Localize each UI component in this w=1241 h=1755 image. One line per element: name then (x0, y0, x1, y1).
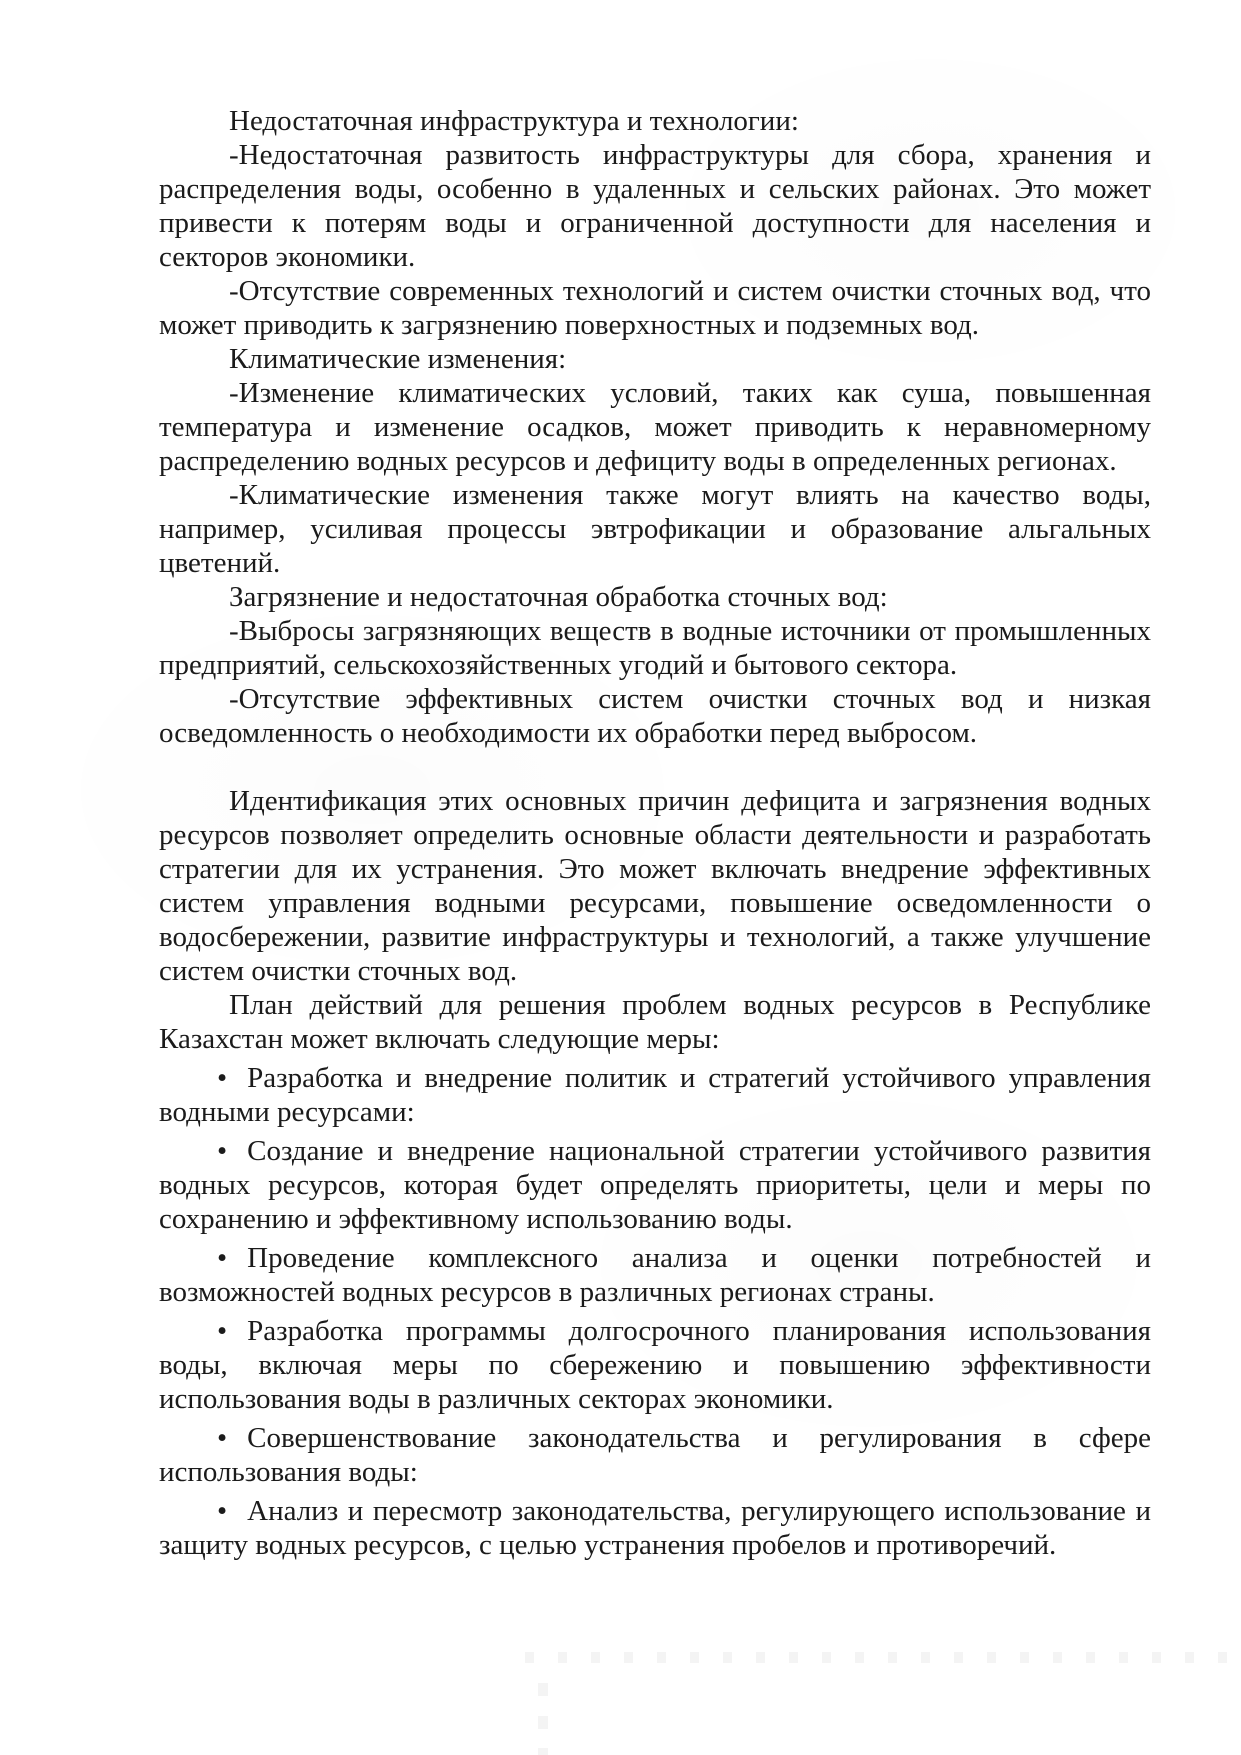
paragraph: -Климатические изменения также могут влиять на качество воды, например, усиливая процессы эвтрофикации и образование альгальных цветений. (159, 479, 1151, 579)
paragraph: Климатические изменения: (229, 343, 567, 375)
bullet-item-text: Совершенствование законодательства и регулирования в сфере использования воды: (159, 1422, 1151, 1488)
bullet-item (159, 1134, 1151, 1236)
paragraph: Загрязнение и недостаточная обработка сточных вод: (229, 581, 888, 613)
bullet-item (159, 1494, 1151, 1562)
bullet-item (159, 1314, 1151, 1416)
paragraph: Недостаточная инфраструктура и технологии: (229, 105, 799, 137)
bullet-item-text: Разработка программы долгосрочного планирования использования воды, включая меры по сбережению и повышению эффективности использования воды в различных секторах экономики. (159, 1315, 1151, 1415)
paragraph: План действий для решения проблем водных ресурсов в Республике Казахстан может включать следующие меры: (159, 989, 1151, 1055)
document-body (159, 104, 1151, 1562)
bullet-icon: • (217, 1422, 228, 1454)
scan-artifact-dot (538, 1683, 548, 1696)
blank-line (159, 750, 1151, 784)
bullet-item (159, 1061, 1151, 1129)
bullet-item (159, 1421, 1151, 1489)
scan-artifact-dot (538, 1716, 548, 1729)
paragraph: -Изменение климатических условий, таких как суша, повышенная температура и изменение осадков, может приводить к неравномерному распределению водных ресурсов и дефициту воды в определенных регионах. (159, 377, 1151, 477)
paragraph: -Выбросы загрязняющих веществ в водные источники от промышленных предприятий, сельскохозяйственных угодий и бытового сектора. (159, 615, 1151, 681)
bullet-item-text: Создание и внедрение национальной стратегии устойчивого развития водных ресурсов, которая будет определять приоритеты, цели и меры по сохранению и эффективному использованию воды. (159, 1135, 1151, 1235)
paragraph: -Отсутствие современных технологий и систем очистки сточных вод, что может приводить к загрязнению поверхностных и подземных вод. (159, 275, 1151, 341)
bullet-icon: • (217, 1135, 228, 1167)
bullet-icon: • (217, 1315, 228, 1347)
bullet-icon: • (217, 1495, 228, 1527)
bullet-item-text: Проведение комплексного анализа и оценки потребностей и возможностей водных ресурсов в различных регионах страны. (159, 1242, 1151, 1308)
scan-artifact-dot (538, 1748, 548, 1755)
bullet-item-text: Анализ и пересмотр законодательства, регулирующего использование и защиту водных ресурсов, с целью устранения пробелов и противоречий. (159, 1495, 1151, 1561)
bullet-item (159, 1241, 1151, 1309)
paragraph: -Отсутствие эффективных систем очистки сточных вод и низкая осведомленность о необходимости их обработки перед выбросом. (159, 683, 1151, 749)
paragraph: Идентификация этих основных причин дефицита и загрязнения водных ресурсов позволяет определить основные области деятельности и разработать стратегии для их устранения. Это может включать внедрение эффективных систем управления водными ресурсами, повышение осведомленности о водосбережении, развитие инфраструктуры и технологий, а также улучшение систем очистки сточных вод. (159, 785, 1151, 987)
bullet-icon: • (217, 1242, 228, 1274)
paragraph: -Недостаточная развитость инфраструктуры для сбора, хранения и распределения воды, особенно в удаленных и сельских районах. Это может привести к потерям воды и ограниченной доступности для населения и секторов экономики. (159, 139, 1151, 273)
scan-artifact-dotted-line (525, 1652, 1241, 1663)
bullet-item-text: Разработка и внедрение политик и стратегий устойчивого управления водными ресурсами: (159, 1062, 1151, 1128)
bullet-icon: • (217, 1062, 228, 1094)
